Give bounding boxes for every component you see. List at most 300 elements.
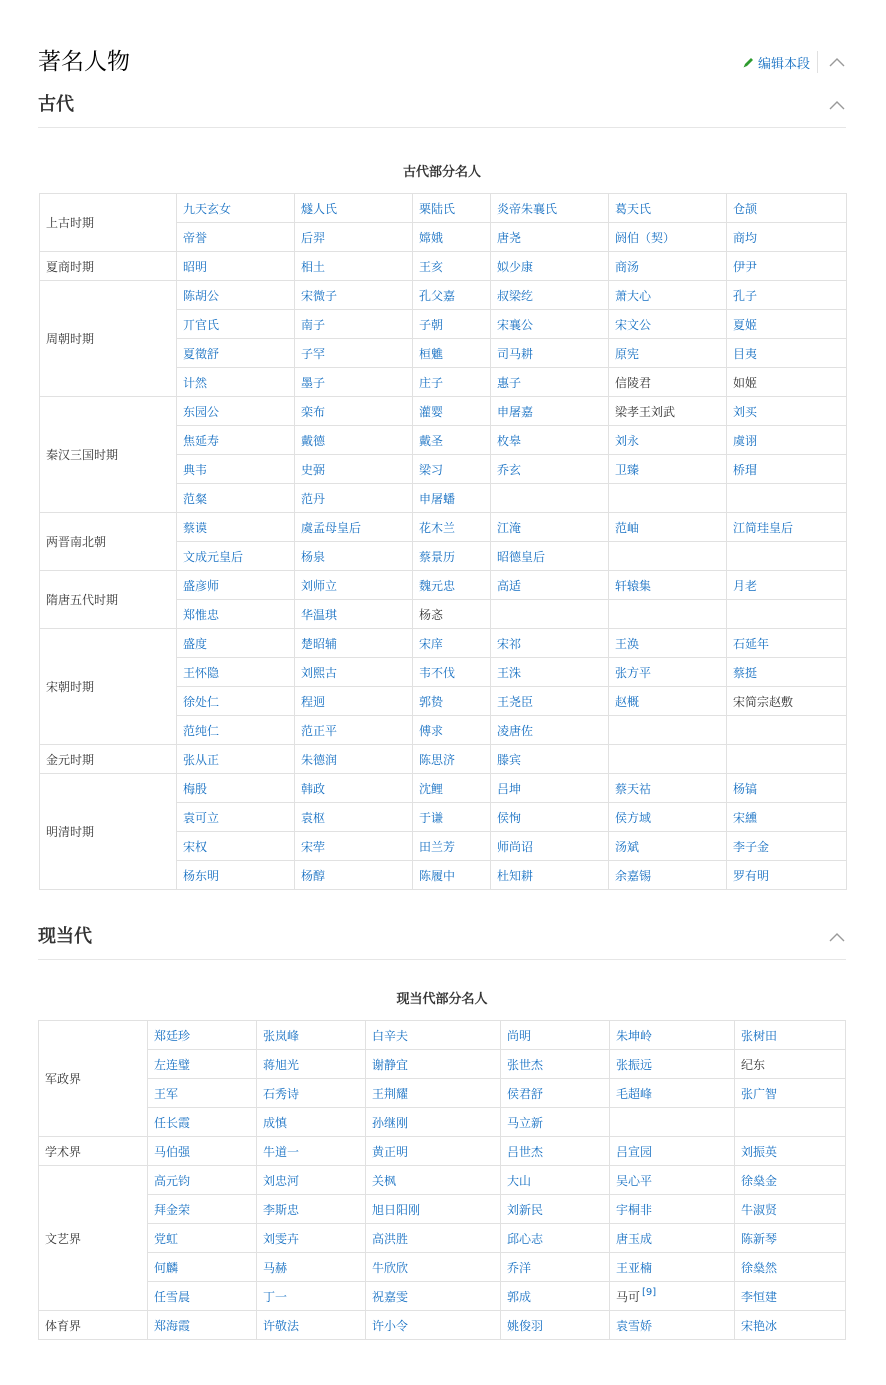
person-link[interactable]: 刘新民 xyxy=(507,1202,544,1217)
person-link[interactable]: 栗陆氏 xyxy=(419,201,456,216)
person-link[interactable]: 唐尧 xyxy=(497,230,522,245)
person-link[interactable]: 乔洋 xyxy=(507,1260,532,1275)
person-link[interactable]: 姚俊羽 xyxy=(507,1318,544,1333)
era-label: 学术界 xyxy=(39,1137,148,1166)
person-link[interactable]: 师尚诏 xyxy=(497,839,534,854)
person-cell xyxy=(609,484,727,513)
person-link[interactable]: 刘永 xyxy=(615,433,640,448)
person-link[interactable]: 李子金 xyxy=(733,839,770,854)
person-link[interactable]: 许敬法 xyxy=(263,1318,300,1333)
person-cell xyxy=(491,716,609,745)
person-link[interactable]: 田兰芳 xyxy=(419,839,456,854)
person-link[interactable]: 牛淑贤 xyxy=(741,1202,778,1217)
person-link[interactable]: 仓颉 xyxy=(733,201,758,216)
person-link[interactable]: 任雪晨 xyxy=(154,1289,191,1304)
person-link[interactable]: 魏元忠 xyxy=(419,578,456,593)
person-link[interactable]: 旭日阳刚 xyxy=(372,1202,421,1217)
person-link[interactable]: 蔡景历 xyxy=(419,549,456,564)
table-row xyxy=(40,745,847,774)
person-cell xyxy=(413,194,491,223)
person-cell xyxy=(366,1079,501,1108)
person-cell xyxy=(366,1021,501,1050)
era-label: 体育界 xyxy=(39,1311,148,1340)
person-link[interactable]: 江简珪皇后 xyxy=(733,520,794,535)
person-link[interactable]: 郭贽 xyxy=(419,694,444,709)
person-link[interactable]: 拜金荣 xyxy=(154,1202,191,1217)
person-link[interactable]: 陈新琴 xyxy=(741,1231,778,1246)
person-link[interactable]: 刘买 xyxy=(733,404,758,419)
person-cell xyxy=(295,368,413,397)
person-link[interactable]: 韩政 xyxy=(301,781,326,796)
person-cell xyxy=(177,861,295,890)
person-link[interactable]: 王尧臣 xyxy=(497,694,534,709)
person-link[interactable]: 吕坤 xyxy=(497,781,522,796)
person-link[interactable]: 张振远 xyxy=(616,1057,653,1072)
divider xyxy=(38,127,846,128)
person-cell xyxy=(177,571,295,600)
person-link[interactable]: 夏姬 xyxy=(733,317,758,332)
person-link[interactable]: 墨子 xyxy=(301,375,326,390)
person-cell xyxy=(727,629,847,658)
person-link[interactable]: 姒少康 xyxy=(497,259,534,274)
chevron-up-icon xyxy=(829,100,845,110)
page-title: 著名人物 xyxy=(38,49,130,75)
person-link[interactable]: 汤斌 xyxy=(615,839,640,854)
person-link[interactable]: 典韦 xyxy=(183,462,208,477)
person-cell xyxy=(413,252,491,281)
person-cell xyxy=(366,1253,501,1282)
person-link[interactable]: 关枫 xyxy=(372,1173,397,1188)
person-cell xyxy=(148,1021,257,1050)
person-link[interactable]: 马赫 xyxy=(263,1260,288,1275)
person-cell xyxy=(177,484,295,513)
person-link[interactable]: 乔玄 xyxy=(497,462,522,477)
person-cell xyxy=(413,542,491,571)
era-label: 军政界 xyxy=(39,1021,148,1137)
person-name: 马可 xyxy=(616,1290,641,1304)
person-link[interactable]: 夏徵舒 xyxy=(183,346,220,361)
person-link[interactable]: 吕世杰 xyxy=(507,1144,544,1159)
person-link[interactable]: 宋襄公 xyxy=(497,317,534,332)
person-link[interactable]: 徐燊金 xyxy=(741,1173,778,1188)
person-link[interactable]: 昭德皇后 xyxy=(497,549,546,564)
person-link[interactable]: 吕宣园 xyxy=(616,1144,653,1159)
person-link[interactable]: 高洪胜 xyxy=(372,1231,409,1246)
person-link[interactable]: 杜知耕 xyxy=(497,868,534,883)
person-link[interactable]: 花木兰 xyxy=(419,520,456,535)
person-link[interactable]: 程迥 xyxy=(301,694,326,709)
person-link[interactable]: 任长霞 xyxy=(154,1115,191,1130)
person-cell xyxy=(413,629,491,658)
person-cell xyxy=(413,716,491,745)
person-cell xyxy=(177,281,295,310)
person-link[interactable]: 杨泉 xyxy=(301,549,326,564)
person-cell xyxy=(609,687,727,716)
person-link[interactable]: 杨醇 xyxy=(301,868,326,883)
person-link[interactable]: 大山 xyxy=(507,1173,532,1188)
person-link[interactable]: 毛超峰 xyxy=(616,1086,653,1101)
person-link[interactable]: 九天玄女 xyxy=(183,201,232,216)
person-link[interactable]: 谢静宜 xyxy=(372,1057,409,1072)
person-link[interactable]: 伊尹 xyxy=(733,259,758,274)
person-cell xyxy=(148,1108,257,1137)
person-cell xyxy=(609,745,727,774)
person-link[interactable]: 牛欣欣 xyxy=(372,1260,409,1275)
person-link[interactable]: 范纯仁 xyxy=(183,723,220,738)
person-link[interactable]: 梅殷 xyxy=(183,781,208,796)
table-row xyxy=(39,1079,846,1108)
person-cell xyxy=(177,252,295,281)
table-row xyxy=(39,1253,846,1282)
person-link[interactable]: 韦不伐 xyxy=(419,665,456,680)
person-cell xyxy=(501,1195,610,1224)
person-cell xyxy=(177,397,295,426)
person-cell xyxy=(501,1050,610,1079)
person-link[interactable]: 月老 xyxy=(733,578,758,593)
person-link[interactable]: 张从正 xyxy=(183,752,220,767)
person-cell xyxy=(610,1224,735,1253)
person-link[interactable]: 楚昭辅 xyxy=(301,636,338,651)
person-link[interactable]: 李斯忠 xyxy=(263,1202,300,1217)
person-link[interactable]: 盛彦师 xyxy=(183,578,220,593)
person-link[interactable]: 侯君舒 xyxy=(507,1086,544,1101)
person-name: 杨忞 xyxy=(419,607,444,622)
person-link[interactable]: 袁枢 xyxy=(301,810,326,825)
person-link[interactable]: 徐燊然 xyxy=(741,1260,778,1275)
person-link[interactable]: 白辛夫 xyxy=(372,1028,409,1043)
person-link[interactable]: 黄正明 xyxy=(372,1144,409,1159)
person-link[interactable]: 袁可立 xyxy=(183,810,220,825)
person-cell xyxy=(727,803,847,832)
person-cell xyxy=(295,455,413,484)
person-link[interactable]: 萧大心 xyxy=(615,288,652,303)
person-link[interactable]: 昭明 xyxy=(183,259,208,274)
person-link[interactable]: 左连璧 xyxy=(154,1057,191,1072)
person-link[interactable]: 史弼 xyxy=(301,462,326,477)
person-link[interactable]: 丌官氏 xyxy=(183,317,220,332)
person-cell xyxy=(609,426,727,455)
person-cell xyxy=(501,1311,610,1340)
person-link[interactable]: 文成元皇后 xyxy=(183,549,244,564)
person-cell xyxy=(609,716,727,745)
person-link[interactable]: 赵概 xyxy=(615,694,640,709)
person-link[interactable]: 相土 xyxy=(301,259,326,274)
person-cell xyxy=(735,1108,846,1137)
person-link[interactable]: 杨镐 xyxy=(733,781,758,796)
person-link[interactable]: 沈鲤 xyxy=(419,781,444,796)
person-link[interactable]: 王军 xyxy=(154,1086,179,1101)
person-link[interactable]: 刘振英 xyxy=(741,1144,778,1159)
person-link[interactable]: 蒋旭光 xyxy=(263,1057,300,1072)
person-cell xyxy=(610,1166,735,1195)
person-cell xyxy=(177,600,295,629)
table-row xyxy=(39,1050,846,1079)
person-link[interactable]: 成慎 xyxy=(263,1115,288,1130)
person-link[interactable]: 徐处仁 xyxy=(183,694,220,709)
person-cell xyxy=(413,310,491,339)
person-link[interactable]: 栾布 xyxy=(301,404,326,419)
table-row xyxy=(39,1282,846,1311)
person-link[interactable]: 党虹 xyxy=(154,1231,179,1246)
person-cell xyxy=(610,1282,735,1311)
person-link[interactable]: 王怀隐 xyxy=(183,665,220,680)
person-cell xyxy=(295,571,413,600)
person-link[interactable]: 马伯强 xyxy=(154,1144,191,1159)
person-link[interactable]: 庄子 xyxy=(419,375,444,390)
person-link[interactable]: 惠子 xyxy=(497,375,522,390)
modern-table-caption: 现当代部分名人 xyxy=(396,992,488,1007)
person-cell xyxy=(727,571,847,600)
person-cell xyxy=(148,1253,257,1282)
person-link[interactable]: 滕宾 xyxy=(497,752,522,767)
collapse-ancient-button[interactable] xyxy=(828,96,846,114)
person-link[interactable]: 宋微子 xyxy=(301,288,338,303)
person-link[interactable]: 东园公 xyxy=(183,404,220,419)
person-link[interactable]: 凌唐佐 xyxy=(497,723,534,738)
person-link[interactable]: 王荆耀 xyxy=(372,1086,409,1101)
person-link[interactable]: 戴圣 xyxy=(419,433,444,448)
person-link[interactable]: 宇桐非 xyxy=(616,1202,653,1217)
person-link[interactable]: 刘忠河 xyxy=(263,1173,300,1188)
person-link[interactable]: 原宪 xyxy=(615,346,640,361)
person-link[interactable]: 李恒建 xyxy=(741,1289,778,1304)
person-cell xyxy=(177,629,295,658)
person-link[interactable]: 梁习 xyxy=(419,462,444,477)
person-cell xyxy=(295,687,413,716)
person-cell xyxy=(491,600,609,629)
era-label: 两晋南北朝 xyxy=(40,513,177,571)
person-cell xyxy=(491,281,609,310)
person-link[interactable]: 桥瑁 xyxy=(733,462,758,477)
person-cell xyxy=(609,223,727,252)
person-cell xyxy=(735,1282,846,1311)
person-cell xyxy=(610,1108,735,1137)
person-cell xyxy=(610,1021,735,1050)
person-link[interactable]: 袁雪娇 xyxy=(616,1318,653,1333)
era-label: 文艺界 xyxy=(39,1166,148,1311)
person-cell xyxy=(177,774,295,803)
person-link[interactable]: 侯方域 xyxy=(615,810,652,825)
person-link[interactable]: 枚皋 xyxy=(497,433,522,448)
person-link[interactable]: 范丹 xyxy=(301,491,326,506)
person-link[interactable]: 孔父嘉 xyxy=(419,288,456,303)
person-link[interactable]: 宋艳冰 xyxy=(741,1318,778,1333)
person-link[interactable]: 尚明 xyxy=(507,1028,532,1043)
person-link[interactable]: 何麟 xyxy=(154,1260,179,1275)
table-row xyxy=(39,1311,846,1340)
person-link[interactable]: 宋祁 xyxy=(497,636,522,651)
person-cell xyxy=(727,687,847,716)
person-link[interactable]: 张广智 xyxy=(741,1086,778,1101)
person-cell xyxy=(501,1253,610,1282)
collapse-modern-button[interactable] xyxy=(828,928,846,946)
person-cell xyxy=(609,658,727,687)
person-link[interactable]: 目夷 xyxy=(733,346,758,361)
person-cell xyxy=(257,1021,366,1050)
person-link[interactable]: 灌婴 xyxy=(419,404,444,419)
person-link[interactable]: 张方平 xyxy=(615,665,652,680)
person-link[interactable]: 陈胡公 xyxy=(183,288,220,303)
person-cell xyxy=(491,745,609,774)
person-cell xyxy=(727,832,847,861)
person-link[interactable]: 许小令 xyxy=(372,1318,409,1333)
person-link[interactable]: 宋荦 xyxy=(301,839,326,854)
person-link[interactable]: 丁一 xyxy=(263,1289,288,1304)
person-link[interactable]: 虞孟母皇后 xyxy=(301,520,362,535)
person-cell xyxy=(735,1253,846,1282)
person-link[interactable]: 炎帝朱襄氏 xyxy=(497,201,558,216)
person-cell xyxy=(413,687,491,716)
person-link[interactable]: 司马耕 xyxy=(497,346,534,361)
person-cell xyxy=(610,1079,735,1108)
person-link[interactable]: 王洙 xyxy=(497,665,522,680)
person-link[interactable]: 焦延寿 xyxy=(183,433,220,448)
person-link[interactable]: 商均 xyxy=(733,230,758,245)
person-link[interactable]: 刘雯卉 xyxy=(263,1231,300,1246)
person-cell xyxy=(295,745,413,774)
person-link[interactable]: 高元钧 xyxy=(154,1173,191,1188)
era-label: 明清时期 xyxy=(40,774,177,890)
edit-section-button[interactable] xyxy=(742,53,810,72)
person-cell xyxy=(501,1137,610,1166)
person-cell xyxy=(148,1166,257,1195)
person-cell xyxy=(491,629,609,658)
person-link[interactable]: 盛度 xyxy=(183,636,208,651)
person-cell xyxy=(610,1050,735,1079)
person-link[interactable]: 陈履中 xyxy=(419,868,456,883)
person-link[interactable]: 王亚楠 xyxy=(616,1260,653,1275)
person-link[interactable]: 戴德 xyxy=(301,433,326,448)
person-link[interactable]: 陈思济 xyxy=(419,752,456,767)
person-link[interactable]: 邱心志 xyxy=(507,1231,544,1246)
person-cell xyxy=(257,1282,366,1311)
person-link[interactable]: 孙继刚 xyxy=(372,1115,409,1130)
person-link[interactable]: 计然 xyxy=(183,375,208,390)
person-link[interactable]: 宋庠 xyxy=(419,636,444,651)
person-link[interactable]: 子朝 xyxy=(419,317,444,332)
person-link[interactable]: 申屠蟠 xyxy=(419,491,456,506)
person-cell xyxy=(177,223,295,252)
person-cell xyxy=(610,1311,735,1340)
person-link[interactable]: 余嘉锡 xyxy=(615,868,652,883)
person-link[interactable]: 牛道一 xyxy=(263,1144,300,1159)
person-link[interactable]: 郑惟忠 xyxy=(183,607,220,622)
person-cell xyxy=(735,1311,846,1340)
person-link[interactable]: 申屠嘉 xyxy=(497,404,534,419)
person-cell xyxy=(257,1166,366,1195)
person-link[interactable]: 罗有明 xyxy=(733,868,770,883)
person-link[interactable]: 桓魋 xyxy=(419,346,444,361)
person-link[interactable]: 蔡挺 xyxy=(733,665,758,680)
person-link[interactable]: 张世杰 xyxy=(507,1057,544,1072)
person-link[interactable]: 郑海霞 xyxy=(154,1318,191,1333)
person-link[interactable]: 江淹 xyxy=(497,520,522,535)
person-link[interactable]: 范正平 xyxy=(301,723,338,738)
person-link[interactable]: 郑廷珍 xyxy=(154,1028,191,1043)
person-cell xyxy=(727,455,847,484)
person-cell xyxy=(257,1050,366,1079)
person-cell xyxy=(366,1195,501,1224)
person-cell xyxy=(491,571,609,600)
person-cell xyxy=(609,310,727,339)
person-link[interactable]: 燧人氏 xyxy=(301,201,338,216)
person-link[interactable]: 张岚峰 xyxy=(263,1028,300,1043)
person-cell xyxy=(727,194,847,223)
person-link[interactable]: 范岫 xyxy=(615,520,640,535)
person-link[interactable]: 后羿 xyxy=(301,230,326,245)
person-link[interactable]: 于谦 xyxy=(419,810,444,825)
person-cell xyxy=(735,1166,846,1195)
person-link[interactable]: 祝嘉雯 xyxy=(372,1289,409,1304)
person-link[interactable]: 轩辕集 xyxy=(615,578,652,593)
person-link[interactable]: 朱德润 xyxy=(301,752,338,767)
person-link[interactable]: 华温琪 xyxy=(301,607,338,622)
person-link[interactable]: 宋文公 xyxy=(615,317,652,332)
person-link[interactable]: 孔子 xyxy=(733,288,758,303)
person-cell xyxy=(735,1050,846,1079)
person-link[interactable]: 子罕 xyxy=(301,346,326,361)
person-link[interactable]: 蔡谟 xyxy=(183,520,208,535)
person-cell xyxy=(257,1195,366,1224)
person-cell xyxy=(413,861,491,890)
person-link[interactable]: 葛天氏 xyxy=(615,201,652,216)
table-row xyxy=(40,281,847,310)
person-link[interactable]: 范粲 xyxy=(183,491,208,506)
collapse-section-button[interactable] xyxy=(828,53,846,71)
person-link[interactable]: 杨东明 xyxy=(183,868,220,883)
person-link[interactable]: 张树田 xyxy=(741,1028,778,1043)
person-cell xyxy=(609,832,727,861)
person-link[interactable]: 宋权 xyxy=(183,839,208,854)
person-cell xyxy=(413,223,491,252)
divider xyxy=(38,959,846,960)
person-link[interactable]: 傅求 xyxy=(419,723,444,738)
person-link[interactable]: 阏伯（契） xyxy=(615,230,676,245)
person-link[interactable]: 郭成 xyxy=(507,1289,532,1304)
person-link[interactable]: 石秀诗 xyxy=(263,1086,300,1101)
person-link[interactable]: 唐玉成 xyxy=(616,1231,653,1246)
person-link[interactable]: 商汤 xyxy=(615,259,640,274)
person-link[interactable]: 叔梁纥 xyxy=(497,288,534,303)
person-link[interactable]: 侯恂 xyxy=(497,810,522,825)
person-link[interactable]: 嫦娥 xyxy=(419,230,444,245)
person-link[interactable]: 王涣 xyxy=(615,636,640,651)
person-link[interactable]: 宋纁 xyxy=(733,810,758,825)
person-link[interactable]: 帝誉 xyxy=(183,230,208,245)
person-cell xyxy=(177,310,295,339)
person-link[interactable]: 马立新 xyxy=(507,1115,544,1130)
person-link[interactable]: 刘师立 xyxy=(301,578,338,593)
person-link[interactable]: 高适 xyxy=(497,578,522,593)
modern-people-table xyxy=(38,1020,846,1340)
person-link[interactable]: 王亥 xyxy=(419,259,444,274)
person-link[interactable]: 朱坤岭 xyxy=(616,1028,653,1043)
person-link[interactable]: 蔡天祜 xyxy=(615,781,652,796)
person-cell xyxy=(501,1166,610,1195)
era-label: 秦汉三国时期 xyxy=(40,397,177,513)
person-link[interactable]: 石延年 xyxy=(733,636,770,651)
person-link[interactable]: 卫臻 xyxy=(615,462,640,477)
person-name: 宋简宗赵敷 xyxy=(733,694,794,709)
person-link[interactable]: 虞诩 xyxy=(733,433,758,448)
person-link[interactable]: 刘熙古 xyxy=(301,665,338,680)
person-cell xyxy=(501,1224,610,1253)
person-link[interactable]: 吴心平 xyxy=(616,1173,653,1188)
person-cell xyxy=(295,774,413,803)
footnote-ref[interactable]: [9] xyxy=(642,1287,657,1298)
table-row xyxy=(39,1166,846,1195)
person-link[interactable]: 南子 xyxy=(301,317,326,332)
